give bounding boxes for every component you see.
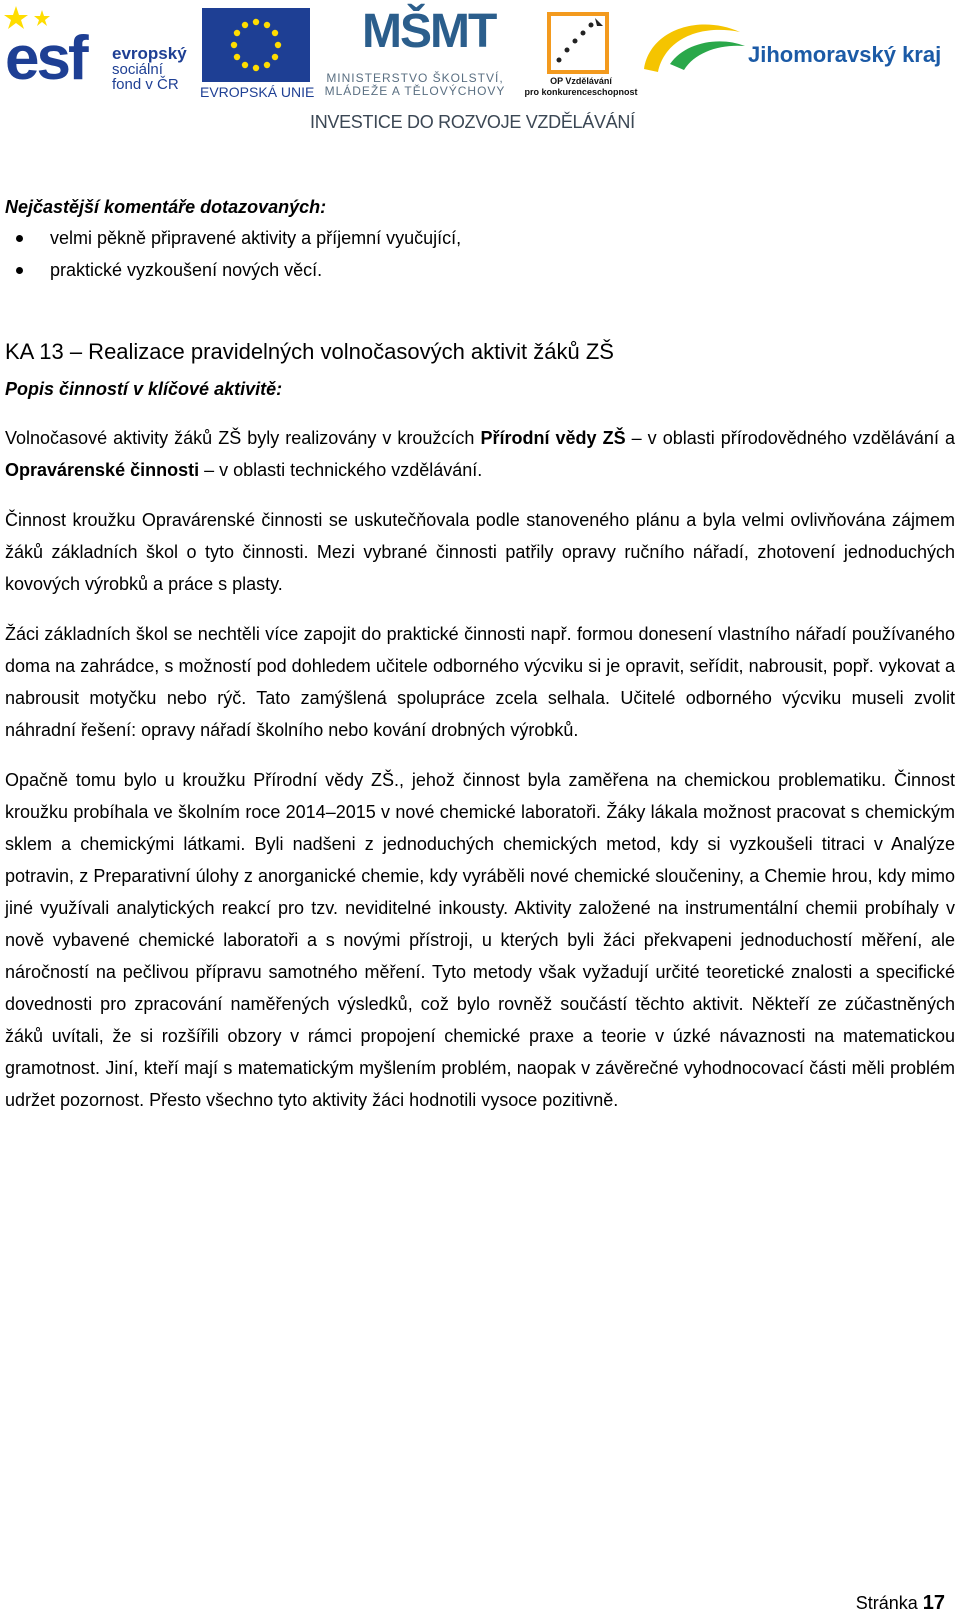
paragraph-intro: Volnočasové aktivity žáků ZŠ byly realizovány v kroužcích Přírodní vědy ZŠ – v oblasti přírodovědného vzdělávání a Opravárenské činnosti – v oblasti technického vzdělávání.	[5, 428, 955, 480]
section-title: KA 13 – Realizace pravidelných volnočasových aktivit žáků ZŠ	[5, 339, 614, 364]
document-body	[5, 192, 955, 1134]
bullet-icon	[16, 235, 23, 242]
jmk-swoosh-icon	[640, 14, 750, 84]
list-item: velmi pěkně připravené aktivity a příjemní vyučující,	[5, 222, 955, 254]
bullet-icon	[16, 267, 23, 274]
jmk-label: Jihomoravský kraj	[748, 42, 942, 67]
list-item: praktické vyzkoušení nových věcí.	[5, 254, 955, 286]
header-logos	[0, 0, 960, 140]
msmt-label: MINISTERSTVO ŠKOLSTVÍ, MLÁDEŽE A TĚLOVÝCHOVY	[324, 71, 506, 98]
page-number: Stránka 17	[855, 1592, 945, 1614]
esf-wordmark: esf	[5, 24, 86, 93]
paragraph-opravarenske: Činnost kroužku Opravárenské činnosti se uskutečňovala podle stanoveného plánu a byla velmi ovlivňována zájmem žáků základních škol o tyto činnosti. Mezi vybrané činnosti patřily opravy ručního nářadí, zhotovení jednoduchých kovových výrobků a práce s plasty.	[5, 510, 955, 594]
comments-heading: Nejčastější komentáře dotazovaných:	[5, 197, 327, 217]
esf-subtitle: evropský sociální fond v ČR	[112, 44, 187, 93]
msmt-logo-mark: MŠMT	[362, 5, 496, 58]
section-subtitle: Popis činností v klíčové aktivitě:	[5, 379, 283, 399]
eu-label: EVROPSKÁ UNIE	[200, 84, 315, 100]
esf-logo	[0, 0, 190, 100]
comments-list	[5, 222, 955, 286]
eu-flag-icon	[202, 8, 310, 82]
op-label: OP Vzdělávání pro konkurenceschopnost	[524, 76, 638, 97]
op-vzdelavani-icon	[545, 10, 611, 76]
investice-banner: INVESTICE DO ROZVOJE VZDĚLÁVÁNÍ	[310, 112, 635, 132]
paragraph-zaci: Žáci základních škol se nechtěli více zapojit do praktické činnosti např. formou donesení vlastního nářadí používaného doma na zahrádce, s možností pod dohledem učitele odborného výcviku si je opravit, seřídit, nabrousit, popř. vykovat a nabrousit motyčku nebo rýč. Tato zamýšlená spolupráce zcela selhala. Učitelé odborného výcviku museli zvolit náhradní řešení: opravy nářadí školního nebo kování drobných výrobků.	[5, 624, 955, 740]
paragraph-prirodni-vedy: Opačně tomu bylo u kroužku Přírodní vědy ZŠ., jehož činnost byla zaměřena na chemickou problematiku. Činnost kroužku probíhala ve školním roce 2014–2015 v nové chemické laboratoři. Žáky lákala možnost pracovat s chemickým sklem a chemickými látkami. Byli nadšeni z jednoduchých chemických metod, kdy si vyzkoušeli titraci v Analýze potravin, z Preparativní úlohy z anorganické chemie, kdy vyráběli nové chemické sloučeniny, a Chemie hrou, kdy mimo jiné využívali analytických reakcí pro tzv. neviditelné inkousty. Aktivity založené na instrumentální chemii probíhaly v nově vybavené chemické laboratoři a s novými přístroji, u kterých byli žáci překvapeni jednoduchostí měření, ale náročností na pečlivou přípravu samotného měření. Tyto metody však vyžadují určité teoretické znalosti a specifické dovednosti pro zpracování naměřených výsledků, což bylo rovněž součástí těchto aktivit. Někteří ze zúčastněných žáků uvítali, že si rozšířili obzory v rámci propojení chemické praxe a teorie v úzké návaznosti na matematickou gramotnost. Jiní, kteří mají s matematickým myšlením problém, naopak v závěrečné vyhodnocovací části měli problém udržet pozornost. Přesto všechno tyto aktivity žáci hodnotili vysoce pozitivně.	[5, 770, 955, 1110]
